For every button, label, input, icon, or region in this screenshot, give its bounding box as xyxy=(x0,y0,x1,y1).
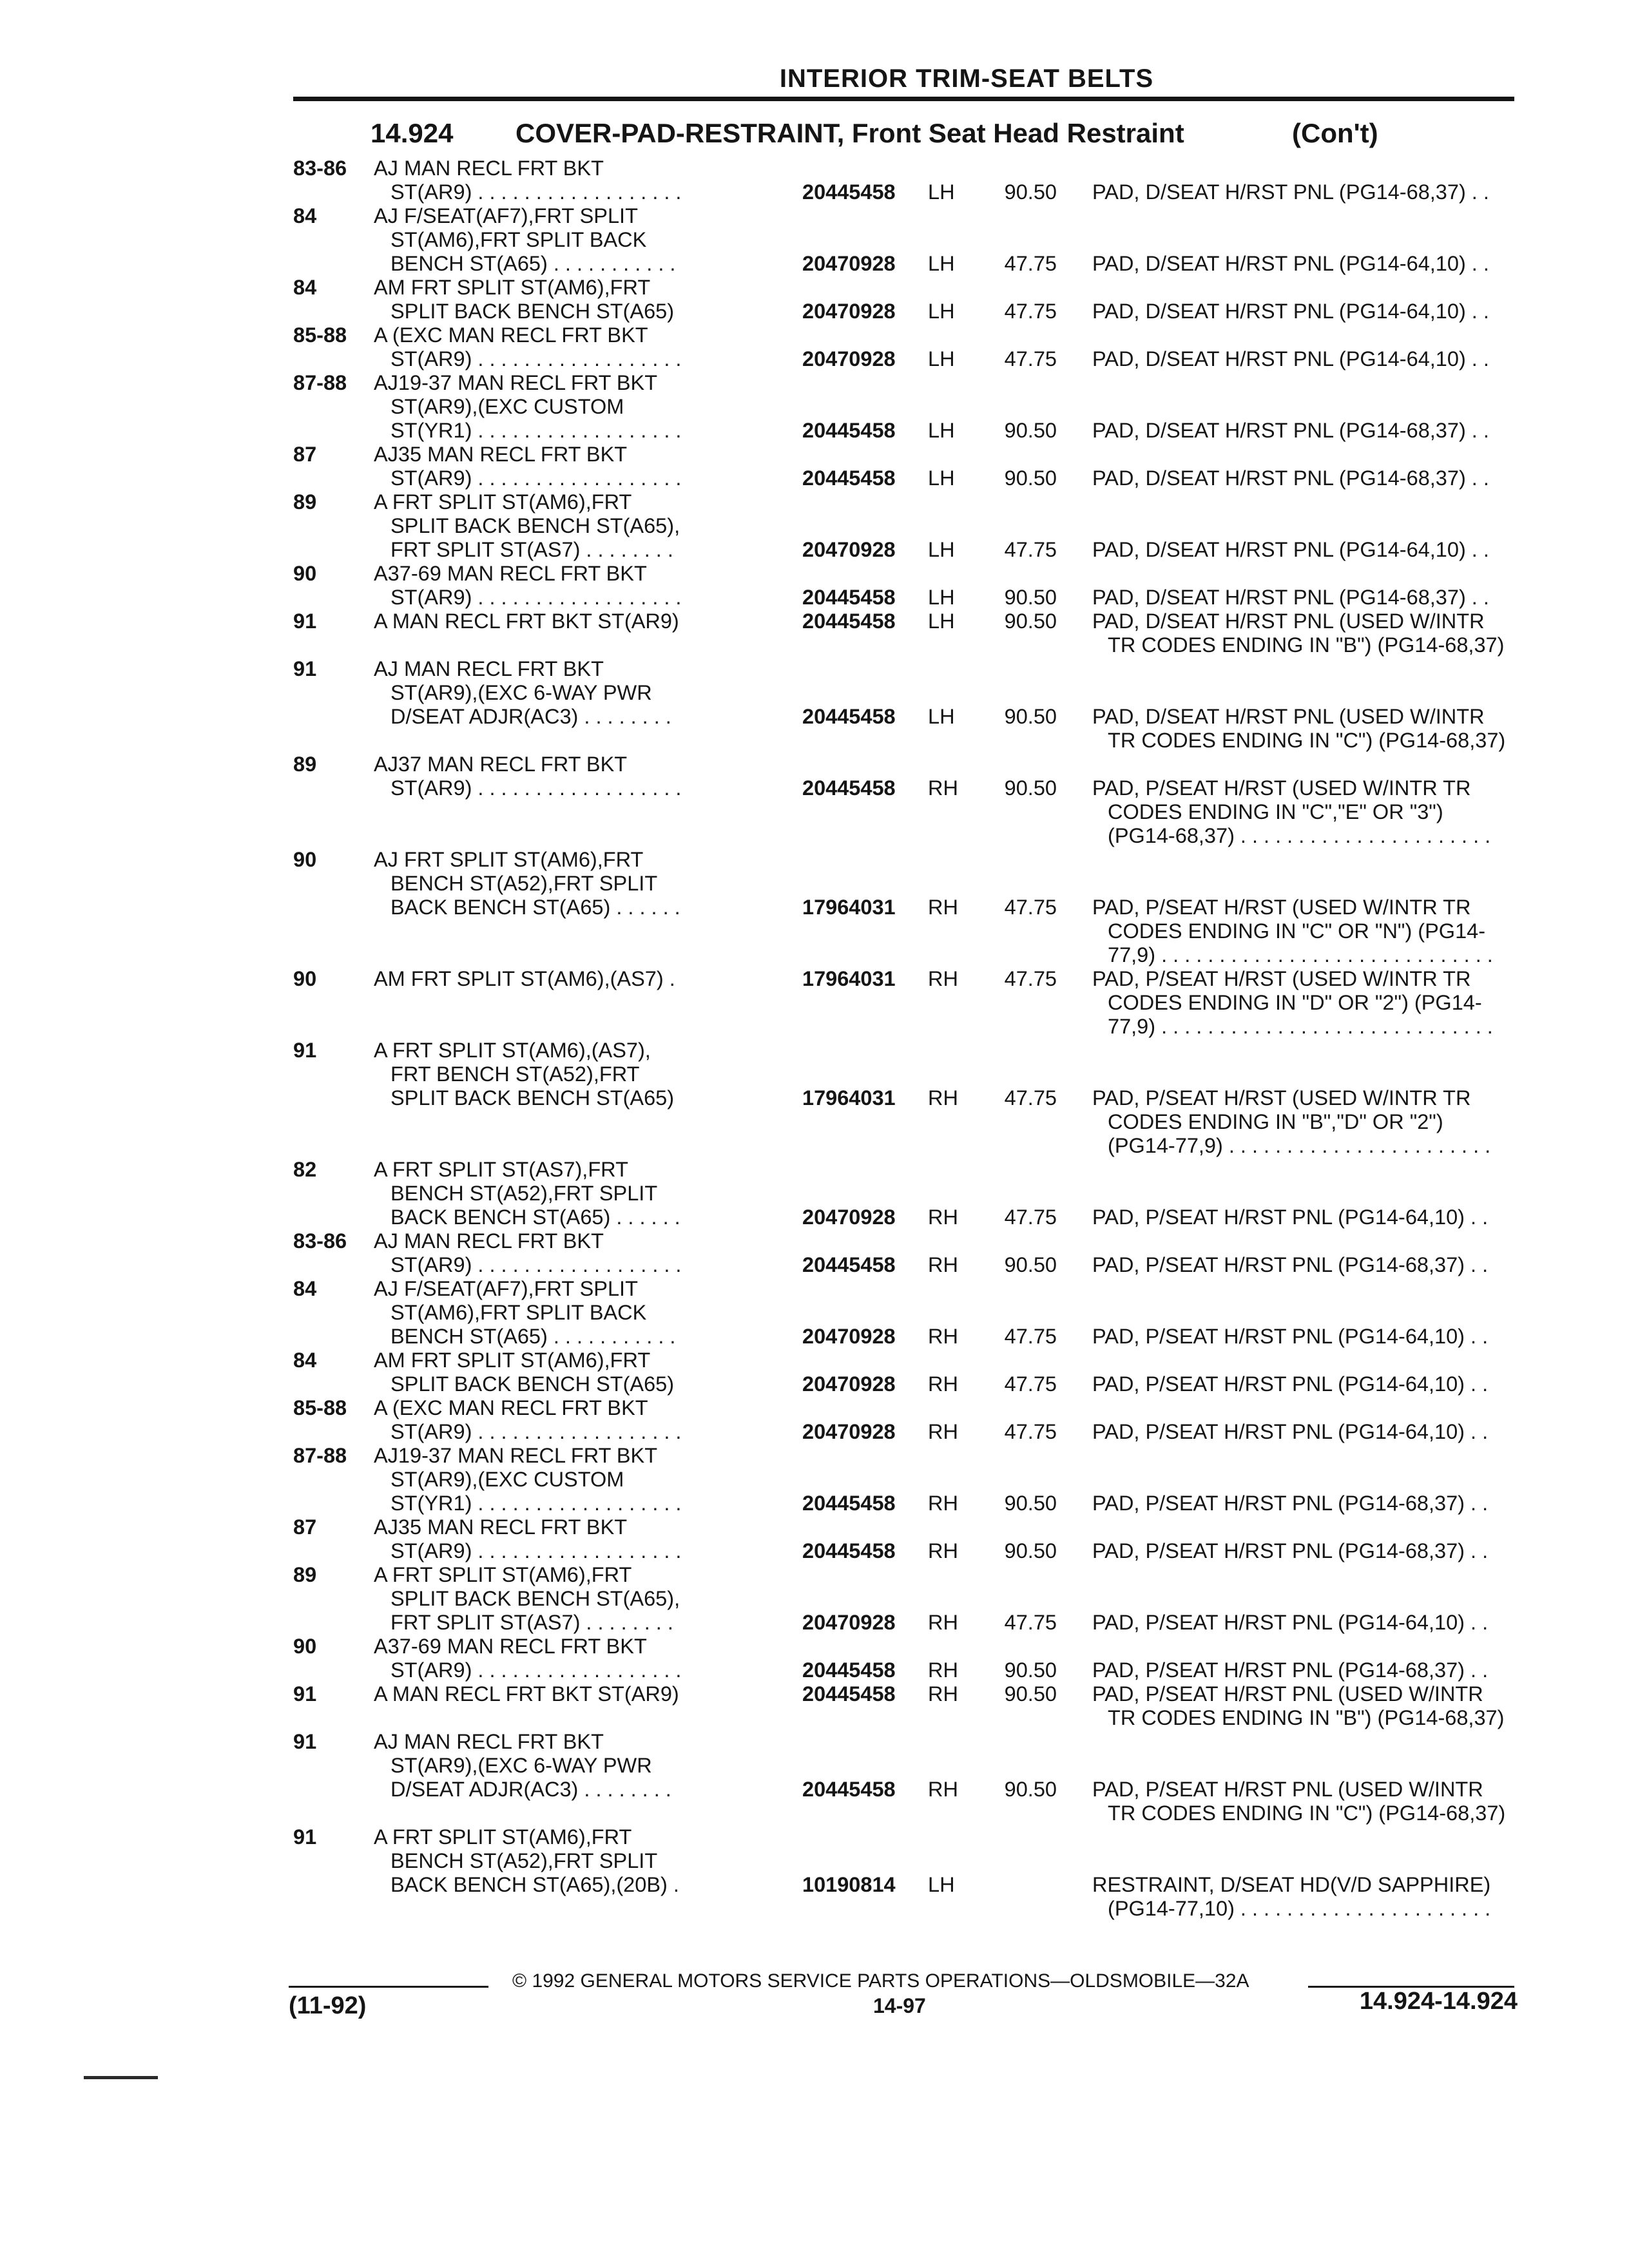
side-code: LH xyxy=(928,252,955,275)
entry-year: 87-88 xyxy=(293,1444,347,1467)
note-line: (PG14-77,9) . . . . . . . . . . . . . . . . . . . . . . . xyxy=(1108,1134,1491,1157)
parts-entry xyxy=(293,1635,1518,1682)
description-line: ST(AR9) . . . . . . . . . . . . . . . . . . xyxy=(390,1253,682,1276)
note-line: PAD, P/SEAT H/RST PNL (PG14-64,10) . . xyxy=(1092,1372,1489,1396)
note-line: PAD, D/SEAT H/RST PNL (USED W/INTR xyxy=(1092,610,1485,633)
entry-description xyxy=(374,848,802,919)
price: 90.50 xyxy=(1004,705,1057,728)
price: 90.50 xyxy=(1004,1253,1057,1276)
entry-year: 85-88 xyxy=(293,1396,347,1419)
note-line: CODES ENDING IN "D" OR "2") (PG14- xyxy=(1108,991,1482,1014)
entry-description xyxy=(374,157,802,204)
price: 90.50 xyxy=(1004,180,1057,204)
part-number: 17964031 xyxy=(802,896,896,919)
parts-entry xyxy=(293,1229,1518,1277)
entry-note xyxy=(1057,1253,1514,1277)
entry-description xyxy=(374,443,802,490)
note-line: PAD, D/SEAT H/RST PNL (PG14-64,10) . . xyxy=(1092,538,1489,561)
parts-entry xyxy=(293,1563,1518,1635)
price: 47.75 xyxy=(1004,538,1057,561)
description-line: D/SEAT ADJR(AC3) . . . . . . . . xyxy=(390,1778,671,1801)
entry-note xyxy=(1057,967,1514,1039)
part-number: 20470928 xyxy=(802,252,896,275)
entry-description xyxy=(374,1396,802,1444)
price: 47.75 xyxy=(1004,1372,1057,1396)
entry-description xyxy=(374,204,802,276)
parts-entry xyxy=(293,657,1518,753)
part-number: 20445458 xyxy=(802,1682,896,1706)
parts-entry xyxy=(293,848,1518,967)
side-code: LH xyxy=(928,180,955,204)
part-number: 20445458 xyxy=(802,586,896,609)
description-line: ST(AR9),(EXC CUSTOM xyxy=(390,1468,624,1491)
part-number: 20470928 xyxy=(802,347,896,370)
entry-note xyxy=(1057,1492,1514,1515)
price: 90.50 xyxy=(1004,419,1057,442)
note-line: (PG14-68,37) . . . . . . . . . . . . . . . . . . . . . . xyxy=(1108,824,1491,847)
side-code: RH xyxy=(928,776,958,800)
entry-year: 87 xyxy=(293,443,317,466)
entry-note xyxy=(1057,347,1514,371)
entry-year: 91 xyxy=(293,1825,317,1849)
entry-year: 91 xyxy=(293,1039,317,1062)
side-code: RH xyxy=(928,1086,958,1110)
price: 90.50 xyxy=(1004,466,1057,490)
entry-year: 84 xyxy=(293,204,317,227)
side-code: RH xyxy=(928,1611,958,1634)
note-line: PAD, D/SEAT H/RST PNL (PG14-68,37) . . xyxy=(1092,466,1489,490)
price: 47.75 xyxy=(1004,896,1057,919)
side-code: LH xyxy=(928,419,955,442)
entry-description xyxy=(374,1229,802,1277)
entry-note xyxy=(1057,1086,1514,1158)
part-number: 20445458 xyxy=(802,610,896,633)
description-line: SPLIT BACK BENCH ST(A65) xyxy=(390,1372,675,1396)
entry-year: 91 xyxy=(293,610,317,633)
note-line: TR CODES ENDING IN "B") (PG14-68,37) xyxy=(1108,1706,1505,1729)
note-line: PAD, P/SEAT H/RST PNL (PG14-64,10) . . xyxy=(1092,1420,1489,1443)
entry-note xyxy=(1057,466,1514,490)
entry-description xyxy=(374,610,802,633)
parts-entry xyxy=(293,323,1518,371)
entry-year: 89 xyxy=(293,753,317,776)
entry-year: 90 xyxy=(293,562,317,585)
description-line: AJ35 MAN RECL FRT BKT xyxy=(374,443,628,466)
description-line: AJ MAN RECL FRT BKT xyxy=(374,1229,604,1253)
part-number: 17964031 xyxy=(802,1086,896,1110)
price: 47.75 xyxy=(1004,1325,1057,1348)
parts-list xyxy=(293,157,1518,1921)
parts-entry xyxy=(293,371,1518,443)
section-title xyxy=(371,118,1378,149)
entry-year: 89 xyxy=(293,490,317,514)
scan-mark xyxy=(84,2076,158,2079)
description-line: A37-69 MAN RECL FRT BKT xyxy=(374,562,647,585)
entry-year: 85-88 xyxy=(293,323,347,347)
entry-year: 84 xyxy=(293,1349,317,1372)
entry-note xyxy=(1057,705,1514,753)
entry-description xyxy=(374,1563,802,1635)
entry-year: 84 xyxy=(293,1277,317,1300)
page-header: INTERIOR TRIM-SEAT BELTS xyxy=(779,64,1154,93)
note-line: PAD, D/SEAT H/RST PNL (PG14-68,37) . . xyxy=(1092,586,1489,609)
description-line: AM FRT SPLIT ST(AM6),FRT xyxy=(374,1349,651,1372)
description-line: AJ MAN RECL FRT BKT xyxy=(374,157,604,180)
price: 90.50 xyxy=(1004,1682,1057,1706)
description-line: AJ MAN RECL FRT BKT xyxy=(374,1730,604,1753)
note-line: PAD, P/SEAT H/RST PNL (USED W/INTR xyxy=(1092,1682,1483,1706)
note-line: TR CODES ENDING IN "C") (PG14-68,37) xyxy=(1108,1802,1506,1825)
parts-entry xyxy=(293,1515,1518,1563)
parts-entry xyxy=(293,1158,1518,1229)
parts-entry xyxy=(293,490,1518,562)
parts-entry xyxy=(293,753,1518,848)
footer-rule-left xyxy=(289,1986,488,1988)
parts-entry xyxy=(293,443,1518,490)
parts-entry xyxy=(293,1277,1518,1349)
note-line: PAD, P/SEAT H/RST (USED W/INTR TR xyxy=(1092,967,1471,990)
description-line: ST(AR9) . . . . . . . . . . . . . . . . . . xyxy=(390,347,682,370)
price: 90.50 xyxy=(1004,610,1057,633)
side-code: LH xyxy=(928,538,955,561)
parts-entry xyxy=(293,1682,1518,1730)
description-line: ST(AM6),FRT SPLIT BACK xyxy=(390,228,647,251)
side-code: RH xyxy=(928,1420,958,1443)
note-line: TR CODES ENDING IN "B") (PG14-68,37) xyxy=(1108,633,1505,657)
note-line: PAD, P/SEAT H/RST PNL (PG14-68,37) . . xyxy=(1092,1658,1489,1682)
section-code: 14.924 xyxy=(371,118,454,148)
description-line: ST(YR1) . . . . . . . . . . . . . . . . . . xyxy=(390,1492,682,1515)
price: 90.50 xyxy=(1004,1539,1057,1562)
note-line: PAD, P/SEAT H/RST (USED W/INTR TR xyxy=(1092,776,1471,800)
entry-year: 82 xyxy=(293,1158,317,1181)
description-line: A FRT SPLIT ST(AM6),FRT xyxy=(374,1563,632,1586)
section-name: COVER-PAD-RESTRAINT, Front Seat Head Restraint xyxy=(516,118,1184,148)
description-line: BACK BENCH ST(A65) . . . . . . xyxy=(390,1206,680,1229)
part-number: 20445458 xyxy=(802,1492,896,1515)
description-line: AJ MAN RECL FRT BKT xyxy=(374,657,604,680)
entry-year: 87 xyxy=(293,1515,317,1539)
part-number: 17964031 xyxy=(802,967,896,990)
part-number: 20470928 xyxy=(802,1420,896,1443)
description-line: ST(AR9) . . . . . . . . . . . . . . . . . . xyxy=(390,1658,682,1682)
description-line: AJ F/SEAT(AF7),FRT SPLIT xyxy=(374,1277,638,1300)
entry-description xyxy=(374,1349,802,1396)
entry-year: 90 xyxy=(293,1635,317,1658)
note-line: TR CODES ENDING IN "C") (PG14-68,37) xyxy=(1108,729,1506,752)
part-number: 20470928 xyxy=(802,1325,896,1348)
description-line: A FRT SPLIT ST(AM6),FRT xyxy=(374,490,632,514)
note-line: PAD, P/SEAT H/RST PNL (PG14-64,10) . . xyxy=(1092,1206,1489,1229)
description-line: SPLIT BACK BENCH ST(A65) xyxy=(390,1086,675,1110)
entry-note xyxy=(1057,1420,1514,1444)
parts-entry xyxy=(293,1349,1518,1396)
entry-note xyxy=(1057,1372,1514,1396)
description-line: A (EXC MAN RECL FRT BKT xyxy=(374,323,648,347)
price: 47.75 xyxy=(1004,1611,1057,1634)
entry-description xyxy=(374,490,802,562)
parts-entry xyxy=(293,1039,1518,1158)
description-line: A MAN RECL FRT BKT ST(AR9) xyxy=(374,1682,679,1706)
entry-note xyxy=(1057,1778,1514,1825)
entry-description xyxy=(374,753,802,800)
entry-note xyxy=(1057,610,1514,657)
entry-description xyxy=(374,323,802,371)
description-line: SPLIT BACK BENCH ST(A65), xyxy=(390,514,680,537)
side-code: LH xyxy=(928,1873,955,1896)
entry-note xyxy=(1057,1658,1514,1682)
side-code: RH xyxy=(928,1325,958,1348)
side-code: LH xyxy=(928,610,955,633)
entry-year: 90 xyxy=(293,848,317,871)
note-line: PAD, D/SEAT H/RST PNL (USED W/INTR xyxy=(1092,705,1485,728)
section-continued: (Con't) xyxy=(1292,118,1378,148)
parts-entry xyxy=(293,1444,1518,1515)
note-line: CODES ENDING IN "B","D" OR "2") xyxy=(1108,1110,1443,1133)
entry-description xyxy=(374,562,802,610)
note-line: PAD, P/SEAT H/RST PNL (PG14-64,10) . . xyxy=(1092,1325,1489,1348)
description-line: ST(AR9) . . . . . . . . . . . . . . . . . . xyxy=(390,1420,682,1443)
description-line: BACK BENCH ST(A65) . . . . . . xyxy=(390,896,680,919)
entry-description xyxy=(374,1158,802,1229)
description-line: D/SEAT ADJR(AC3) . . . . . . . . xyxy=(390,705,671,728)
side-code: LH xyxy=(928,466,955,490)
note-line: 77,9) . . . . . . . . . . . . . . . . . . . . . . . . . . . . . xyxy=(1108,1015,1493,1038)
description-line: A FRT SPLIT ST(AM6),(AS7), xyxy=(374,1039,651,1062)
entry-year: 83-86 xyxy=(293,157,347,180)
description-line: FRT BENCH ST(A52),FRT xyxy=(390,1062,640,1086)
price: 47.75 xyxy=(1004,1420,1057,1443)
entry-description xyxy=(374,1825,802,1897)
entry-description xyxy=(374,1444,802,1515)
description-line: AJ19-37 MAN RECL FRT BKT xyxy=(374,371,658,394)
entry-note xyxy=(1057,419,1514,443)
note-line: CODES ENDING IN "C","E" OR "3") xyxy=(1108,800,1443,823)
side-code: LH xyxy=(928,347,955,370)
entry-year: 90 xyxy=(293,967,317,990)
entry-description xyxy=(374,657,802,729)
entry-note xyxy=(1057,1873,1514,1921)
description-line: BENCH ST(A65) . . . . . . . . . . . xyxy=(390,252,676,275)
part-number: 20445458 xyxy=(802,1658,896,1682)
entry-description xyxy=(374,967,802,991)
note-line: PAD, D/SEAT H/RST PNL (PG14-64,10) . . xyxy=(1092,300,1489,323)
parts-entry xyxy=(293,562,1518,610)
entry-year: 91 xyxy=(293,1682,317,1706)
side-code: RH xyxy=(928,1206,958,1229)
note-line: PAD, P/SEAT H/RST PNL (PG14-68,37) . . xyxy=(1092,1253,1489,1276)
part-number: 20445458 xyxy=(802,1253,896,1276)
entry-description xyxy=(374,1277,802,1349)
parts-entry xyxy=(293,157,1518,204)
description-line: AM FRT SPLIT ST(AM6),(AS7) . xyxy=(374,967,675,990)
price: 47.75 xyxy=(1004,252,1057,275)
description-line: SPLIT BACK BENCH ST(A65), xyxy=(390,1587,680,1610)
entry-note xyxy=(1057,538,1514,562)
part-number: 20470928 xyxy=(802,1611,896,1634)
entry-description xyxy=(374,371,802,443)
entry-note xyxy=(1057,1325,1514,1349)
description-line: A (EXC MAN RECL FRT BKT xyxy=(374,1396,648,1419)
parts-entry xyxy=(293,204,1518,276)
side-code: RH xyxy=(928,1682,958,1706)
entry-description xyxy=(374,1039,802,1110)
description-line: AJ19-37 MAN RECL FRT BKT xyxy=(374,1444,658,1467)
copyright-line: © 1992 GENERAL MOTORS SERVICE PARTS OPERATIONS—OLDSMOBILE—32A xyxy=(512,1970,1249,1992)
description-line: ST(AR9),(EXC 6-WAY PWR xyxy=(390,681,652,704)
footer-date: (11-92) xyxy=(289,1992,367,2019)
entry-year: 91 xyxy=(293,1730,317,1753)
description-line: BENCH ST(A65) . . . . . . . . . . . xyxy=(390,1325,676,1348)
price: 47.75 xyxy=(1004,347,1057,370)
part-number: 20445458 xyxy=(802,419,896,442)
note-line: RESTRAINT, D/SEAT HD(V/D SAPPHIRE) xyxy=(1092,1873,1491,1896)
description-line: AJ37 MAN RECL FRT BKT xyxy=(374,753,628,776)
description-line: SPLIT BACK BENCH ST(A65) xyxy=(390,300,675,323)
part-number: 20445458 xyxy=(802,776,896,800)
entry-year: 87-88 xyxy=(293,371,347,394)
description-line: AJ FRT SPLIT ST(AM6),FRT xyxy=(374,848,644,871)
part-number: 20470928 xyxy=(802,300,896,323)
description-line: BENCH ST(A52),FRT SPLIT xyxy=(390,872,658,895)
price: 47.75 xyxy=(1004,967,1057,990)
entry-note xyxy=(1057,1611,1514,1635)
entry-note xyxy=(1057,776,1514,848)
entry-description xyxy=(374,1515,802,1563)
description-line: ST(AM6),FRT SPLIT BACK xyxy=(390,1301,647,1324)
description-line: A FRT SPLIT ST(AM6),FRT xyxy=(374,1825,632,1849)
description-line: BACK BENCH ST(A65),(20B) . xyxy=(390,1873,679,1896)
description-line: BENCH ST(A52),FRT SPLIT xyxy=(390,1182,658,1205)
note-line: PAD, D/SEAT H/RST PNL (PG14-68,37) . . xyxy=(1092,419,1489,442)
entry-note xyxy=(1057,896,1514,967)
entry-description xyxy=(374,1682,802,1706)
side-code: LH xyxy=(928,300,955,323)
description-line: ST(AR9) . . . . . . . . . . . . . . . . . . xyxy=(390,586,682,609)
description-line: FRT SPLIT ST(AS7) . . . . . . . . xyxy=(390,538,673,561)
entry-note xyxy=(1057,252,1514,276)
part-number: 20445458 xyxy=(802,1778,896,1801)
page-number: 14-97 xyxy=(873,1994,926,2017)
entry-description xyxy=(374,1730,802,1802)
parts-entry xyxy=(293,1730,1518,1825)
side-code: RH xyxy=(928,1492,958,1515)
entry-note xyxy=(1057,1682,1514,1730)
note-line: CODES ENDING IN "C" OR "N") (PG14- xyxy=(1108,919,1486,943)
price: 47.75 xyxy=(1004,1086,1057,1110)
note-line: PAD, P/SEAT H/RST PNL (PG14-68,37) . . xyxy=(1092,1492,1489,1515)
side-code: RH xyxy=(928,896,958,919)
header-rule xyxy=(293,97,1514,101)
note-line: PAD, D/SEAT H/RST PNL (PG14-64,10) . . xyxy=(1092,252,1489,275)
note-line: PAD, P/SEAT H/RST (USED W/INTR TR xyxy=(1092,1086,1471,1110)
entry-year: 83-86 xyxy=(293,1229,347,1253)
parts-entry xyxy=(293,610,1518,657)
part-number: 20470928 xyxy=(802,1206,896,1229)
price: 90.50 xyxy=(1004,586,1057,609)
description-line: ST(AR9),(EXC CUSTOM xyxy=(390,395,624,418)
description-line: AJ35 MAN RECL FRT BKT xyxy=(374,1515,628,1539)
entry-year: 89 xyxy=(293,1563,317,1586)
description-line: A FRT SPLIT ST(AS7),FRT xyxy=(374,1158,628,1181)
entry-year: 84 xyxy=(293,276,317,299)
side-code: LH xyxy=(928,586,955,609)
description-line: A MAN RECL FRT BKT ST(AR9) xyxy=(374,610,679,633)
description-line: ST(AR9) . . . . . . . . . . . . . . . . . . xyxy=(390,180,682,204)
note-line: PAD, D/SEAT H/RST PNL (PG14-68,37) . . xyxy=(1092,180,1489,204)
price: 47.75 xyxy=(1004,300,1057,323)
description-line: ST(AR9) . . . . . . . . . . . . . . . . . . xyxy=(390,776,682,800)
description-line: AM FRT SPLIT ST(AM6),FRT xyxy=(374,276,651,299)
description-line: FRT SPLIT ST(AS7) . . . . . . . . xyxy=(390,1611,673,1634)
price: 90.50 xyxy=(1004,1658,1057,1682)
description-line: ST(AR9),(EXC 6-WAY PWR xyxy=(390,1754,652,1777)
entry-note xyxy=(1057,180,1514,204)
entry-note xyxy=(1057,1206,1514,1229)
side-code: RH xyxy=(928,1253,958,1276)
part-number: 20445458 xyxy=(802,180,896,204)
entry-description xyxy=(374,1635,802,1682)
price: 90.50 xyxy=(1004,776,1057,800)
entry-year: 91 xyxy=(293,657,317,680)
description-line: ST(AR9) . . . . . . . . . . . . . . . . . . xyxy=(390,1539,682,1562)
entry-description xyxy=(374,276,802,323)
entry-note xyxy=(1057,586,1514,610)
description-line: ST(YR1) . . . . . . . . . . . . . . . . . . xyxy=(390,419,682,442)
description-line: ST(AR9) . . . . . . . . . . . . . . . . . . xyxy=(390,466,682,490)
note-line: PAD, P/SEAT H/RST PNL (PG14-68,37) . . xyxy=(1092,1539,1489,1562)
section-range: 14.924-14.924 xyxy=(1359,1988,1518,2015)
note-line: 77,9) . . . . . . . . . . . . . . . . . . . . . . . . . . . . . xyxy=(1108,943,1493,966)
note-line: PAD, P/SEAT H/RST PNL (PG14-64,10) . . xyxy=(1092,1611,1489,1634)
side-code: RH xyxy=(928,1372,958,1396)
entry-note xyxy=(1057,1539,1514,1563)
part-number: 20445458 xyxy=(802,466,896,490)
note-line: PAD, P/SEAT H/RST (USED W/INTR TR xyxy=(1092,896,1471,919)
note-line: PAD, D/SEAT H/RST PNL (PG14-64,10) . . xyxy=(1092,347,1489,370)
note-line: PAD, P/SEAT H/RST PNL (USED W/INTR xyxy=(1092,1778,1483,1801)
part-number: 20470928 xyxy=(802,538,896,561)
part-number: 20470928 xyxy=(802,1372,896,1396)
part-number: 20445458 xyxy=(802,1539,896,1562)
price: 47.75 xyxy=(1004,1206,1057,1229)
price: 90.50 xyxy=(1004,1492,1057,1515)
part-number: 10190814 xyxy=(802,1873,896,1896)
description-line: AJ F/SEAT(AF7),FRT SPLIT xyxy=(374,204,638,227)
description-line: BENCH ST(A52),FRT SPLIT xyxy=(390,1849,658,1872)
parts-entry xyxy=(293,276,1518,323)
parts-entry xyxy=(293,967,1518,1039)
side-code: RH xyxy=(928,1778,958,1801)
part-number: 20445458 xyxy=(802,705,896,728)
parts-entry xyxy=(293,1396,1518,1444)
parts-entry xyxy=(293,1825,1518,1921)
note-line: (PG14-77,10) . . . . . . . . . . . . . . . . . . . . . . xyxy=(1108,1897,1491,1920)
side-code: RH xyxy=(928,1658,958,1682)
side-code: RH xyxy=(928,1539,958,1562)
side-code: RH xyxy=(928,967,958,990)
side-code: LH xyxy=(928,705,955,728)
price: 90.50 xyxy=(1004,1778,1057,1801)
entry-note xyxy=(1057,300,1514,323)
description-line: A37-69 MAN RECL FRT BKT xyxy=(374,1635,647,1658)
